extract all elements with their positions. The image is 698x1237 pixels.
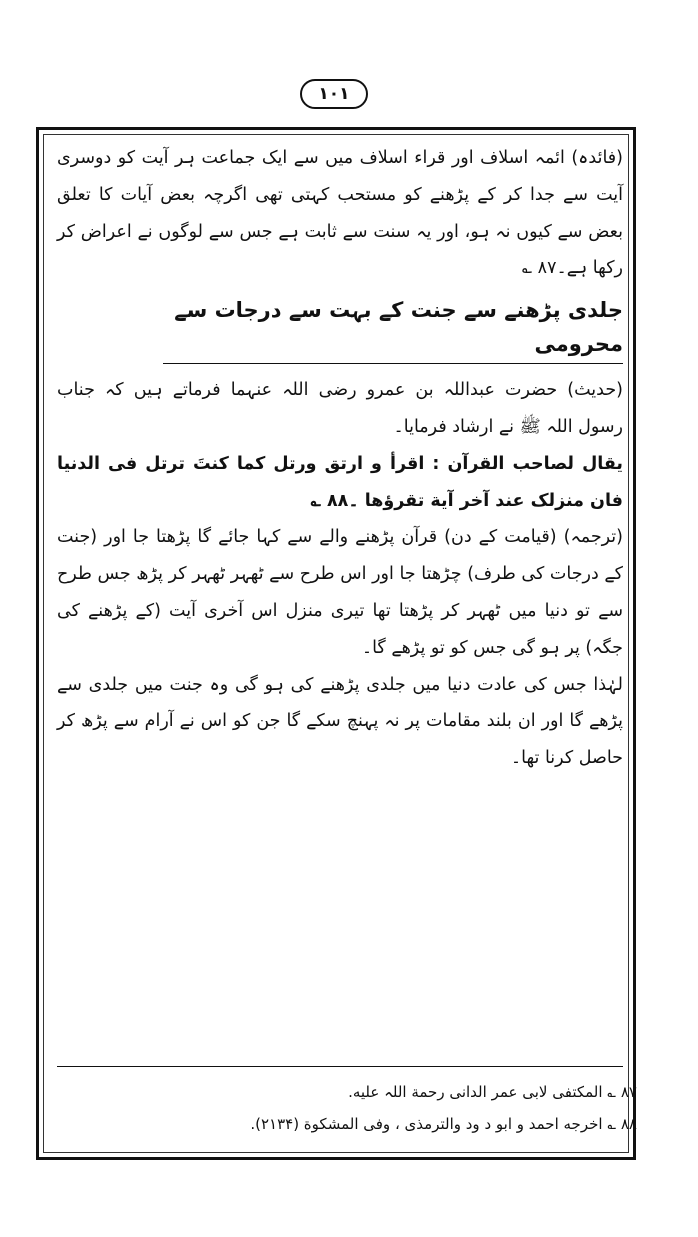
page-number: ۱۰۱ [300, 79, 368, 109]
footnote-87: ۸۷ ؎ المکتفی لابی عمر الدانی رحمة اللہ علیه. [348, 1083, 637, 1101]
footnote-88: ۸۸ ؎ اخرجه احمد و ابو د ود والترمذی ، وفی المشکوة (۲۱۳۴). [250, 1115, 637, 1133]
conclusion-paragraph: لہٰذا جس کی عادت دنیا میں جلدی پڑھنے کی ہو گی وہ جنت میں جلدی سے پڑھے گا اور ان بلند مقامات پر نہ پہنچ سکے گا جن کو اس نے آرام سے پڑھ کر حاصل کرنا تھا۔ [57, 674, 623, 769]
translation-paragraph: (ترجمہ) (قیامت کے دن) قرآن پڑھنے والے سے کہا جائے گا پڑھتا جا اور (جنت کے درجات کی طرف) چڑھتا جا اور اس طرح سے ٹھہر ٹھہر کر پڑھ جس طرح سے تو دنیا میں ٹھہر کر پڑھتا تھا تیری منزل اس آخری آیت (کے پڑھنے کی جگہ) پر ہو گی جس کو تو پڑھے گا۔ [57, 527, 623, 658]
page-content [57, 140, 623, 777]
fayda-paragraph: (فائدہ) ائمہ اسلاف اور قراء اسلاف میں سے ایک جماعت ہر آیت کو دوسری آیت سے جدا کر کے پڑھنے کو مستحب کہتی تھی اگرچہ بعض آیات کا تعلق بعض سے کیوں نہ ہو، اور یہ سنت سے ثابت ہے جس سے لوگوں نے اعراض کر رکھا ہے۔۸۷ ؎ [57, 148, 623, 279]
footnote-divider [57, 1066, 623, 1067]
hadith-intro: (حدیث) حضرت عبداللہ بن عمرو رضی اللہ عنہما فرماتے ہیں کہ جناب رسول اللہ ﷺ نے ارشاد فرمایا۔ [57, 380, 623, 437]
section-heading: جلدی پڑھنے سے جنت کے بہت سے درجات سے محرومی [163, 293, 623, 364]
hadith-arabic-text: یقال لصاحب القرآن : اقرأ و ارتق ورتل کما کنتَ ترتل فی الدنیا فان منزلک عند آخر آیة تقرؤھا ۔۸۸ ؎ [57, 453, 623, 511]
footnotes [57, 1076, 637, 1140]
